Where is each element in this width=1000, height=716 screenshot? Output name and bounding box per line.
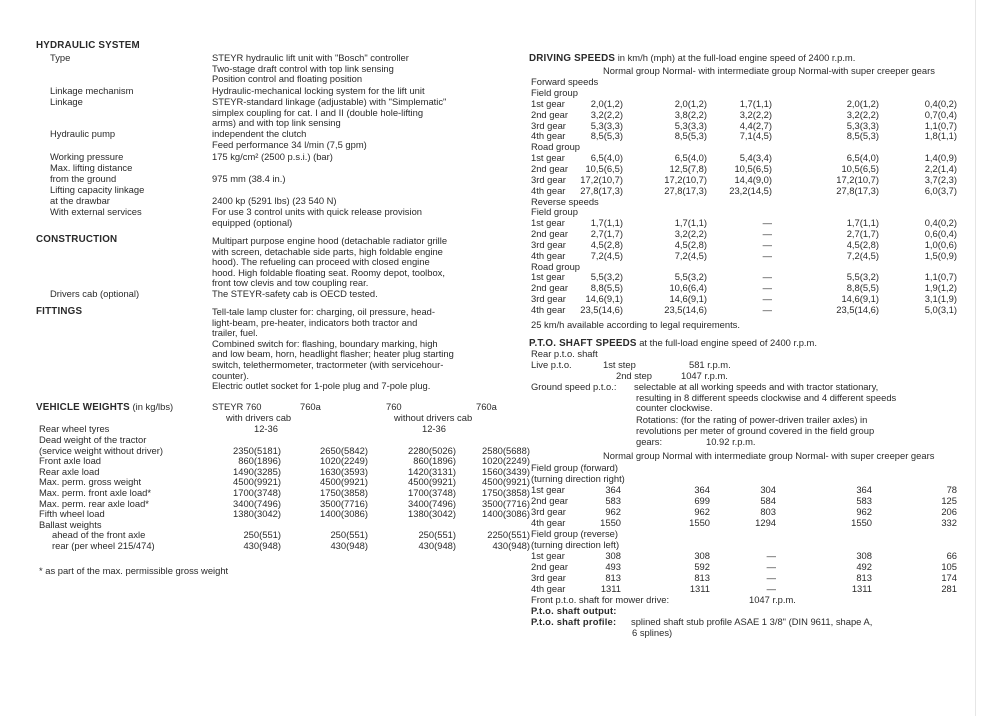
pto-step2: 2nd step bbox=[616, 370, 652, 381]
speed-cell: 6,5(4,0) bbox=[846, 152, 879, 164]
weights-cell: 4500(9921) bbox=[408, 476, 456, 488]
weights-row-label: rear (per wheel 215/474) bbox=[52, 540, 155, 551]
speed-cell: 14,6(9,1) bbox=[669, 293, 707, 305]
pto-cell: 813 bbox=[856, 572, 872, 583]
speed-cell: 1,7(1,1) bbox=[674, 217, 707, 229]
weights-cell: 3500(7716) bbox=[320, 497, 368, 509]
speed-cell: 7,2(4,5) bbox=[846, 249, 879, 261]
gear-label: 4th gear bbox=[531, 249, 566, 261]
capacity-value: 2400 kp (5291 lbs) (23 540 N) bbox=[212, 195, 337, 206]
weights-cell: 2250(551) bbox=[487, 529, 530, 541]
speed-cell: 10,5(6,5) bbox=[841, 162, 879, 174]
type-value: STEYR hydraulic lift unit with "Bosch" controller Two-stage draft control with top link sensing Position control and floating position bbox=[212, 52, 409, 85]
speed-cell: 7,2(4,5) bbox=[674, 249, 707, 261]
speed-cell: — bbox=[762, 271, 772, 283]
pto-group-header: Normal group Normal with intermediate group Normal- with super creeper gears bbox=[603, 450, 935, 461]
speed-cell: — bbox=[762, 249, 772, 261]
speed-cell: 0,7(0,4) bbox=[924, 108, 957, 120]
pto-cell: 813 bbox=[694, 572, 710, 583]
speed-cell: 1,7(1,1) bbox=[739, 97, 772, 109]
weights-cell: 1400(3086) bbox=[320, 508, 368, 520]
speed-cell: 8,5(5,3) bbox=[674, 130, 707, 142]
pto-cell: 308 bbox=[856, 550, 872, 561]
weights-cell: 1630(3593) bbox=[320, 465, 368, 477]
speed-cell: 1,7(1,1) bbox=[846, 217, 879, 229]
speed-cell: 14,6(9,1) bbox=[585, 293, 623, 305]
pto-cell: 174 bbox=[941, 572, 957, 583]
linkage-value: STEYR-standard linkage (adjustable) with "Simplematic" simplex coupling for cat. I and II (double hole-lifting arms) and with top link sensing bbox=[212, 96, 447, 129]
without-cab-label: without drivers cab bbox=[394, 412, 473, 423]
speed-cell: 10,5(6,5) bbox=[585, 162, 623, 174]
weights-cell: 1490(3285) bbox=[233, 465, 281, 477]
live-pto-label: Live p.t.o. bbox=[531, 359, 572, 370]
weights-cell: 1020(2249) bbox=[482, 455, 530, 467]
driving-note: 25 km/h available according to legal requirements. bbox=[531, 319, 740, 330]
speed-cell: — bbox=[762, 238, 772, 250]
speed-cell: 23,5(14,6) bbox=[836, 304, 879, 315]
pto-step1-value: 581 r.p.m. bbox=[689, 359, 731, 370]
field-group-label: Field group bbox=[531, 206, 578, 218]
weights-cell: 1750(3858) bbox=[482, 487, 530, 498]
weights-cell: 250(551) bbox=[330, 529, 368, 541]
weights-cell: 2280(5026) bbox=[408, 444, 456, 456]
cab-value: The STEYR-safety cab is OECD tested. bbox=[212, 288, 378, 299]
pto-cell: 1311 bbox=[600, 583, 621, 594]
speed-cell: — bbox=[762, 293, 772, 305]
speed-cell: 12,5(7,8) bbox=[669, 162, 707, 174]
weights-row-label: Max. perm. rear axle load* bbox=[39, 497, 149, 509]
speed-cell: 14,6(9,1) bbox=[841, 293, 879, 305]
ground-pto-label: Ground speed p.t.o.: bbox=[531, 381, 617, 392]
gear-label: 1st gear bbox=[531, 97, 565, 109]
weights-row-label: Ballast weights bbox=[39, 518, 102, 530]
weights-row-label: ahead of the front axle bbox=[52, 529, 146, 541]
speed-cell: 3,2(2,2) bbox=[674, 228, 707, 240]
pto-cell: — bbox=[766, 561, 776, 572]
weights-cell: 4500(9921) bbox=[233, 476, 281, 488]
speed-cell: 1,7(1,1) bbox=[590, 217, 623, 229]
weights-heading: VEHICLE WEIGHTS (in kg/lbs) bbox=[36, 401, 174, 413]
speed-cell: 4,5(2,8) bbox=[846, 238, 879, 250]
fittings-text: Tell-tale lamp cluster for: charging, oil pressure, head- light-beam, pre-heater, indicators both tractor and trailer, fuel. Combined switch for: flashing, boundary marking, high and low beam, horn, headlight flasher; heater plug starting switch, telethermometer, tractormeter (with servicehour- counter). Electric outlet socket for 1-pole plug and 7-pole plug. bbox=[212, 306, 454, 392]
pto-output-label: P.t.o. shaft output: bbox=[531, 605, 617, 616]
gear-label: 3rd gear bbox=[531, 119, 566, 131]
weights-cell: 1750(3858) bbox=[320, 487, 368, 498]
weights-cell: 4500(9921) bbox=[320, 476, 368, 488]
pto-cell: 584 bbox=[760, 495, 776, 506]
pto-cell: 105 bbox=[941, 561, 957, 572]
gears-value: 10.92 r.p.m. bbox=[706, 436, 756, 447]
speed-cell: 7,2(4,5) bbox=[590, 249, 623, 261]
weights-row-label: Max. perm. front axle load* bbox=[39, 487, 152, 498]
speed-cell: 23,2(14,5) bbox=[729, 184, 772, 196]
pto-cell: — bbox=[766, 572, 776, 583]
speed-cell: 5,5(3,2) bbox=[674, 271, 707, 283]
pto-heading: P.T.O. SHAFT SPEEDS at the full-load engine speed of 2400 r.p.m. bbox=[529, 337, 817, 349]
pressure-value: 175 kg/cm² (2500 p.s.i.) (bar) bbox=[212, 151, 333, 162]
speed-cell: 3,2(2,2) bbox=[739, 108, 772, 120]
speed-cell: 6,0(3,7) bbox=[924, 184, 957, 196]
speed-cell: 8,8(5,5) bbox=[846, 282, 879, 294]
ext-value: For use 3 control units with quick release provision equipped (optional) bbox=[212, 206, 422, 228]
speed-cell: 5,4(3,4) bbox=[739, 152, 772, 164]
forward-speeds-label: Forward speeds bbox=[531, 76, 599, 87]
capacity-label: Lifting capacity linkage at the drawbar bbox=[50, 184, 145, 206]
weights-cell: 250(551) bbox=[243, 529, 281, 541]
rear-pto-label: Rear p.t.o. shaft bbox=[531, 348, 598, 359]
speed-cell: 0,4(0,2) bbox=[924, 97, 957, 109]
tyre-size-b: 12-36 bbox=[422, 423, 446, 434]
speed-cell: 5,3(3,3) bbox=[846, 119, 879, 131]
speed-cell: — bbox=[762, 217, 772, 229]
speed-cell: 1,5(0,9) bbox=[924, 249, 957, 261]
weights-row-label: Fifth wheel load bbox=[39, 508, 105, 520]
reverse-speeds-label: Reverse speeds bbox=[531, 195, 599, 207]
weights-cell: 3400(7496) bbox=[408, 497, 456, 509]
speed-cell: — bbox=[762, 304, 772, 315]
pto-reverse-direction: (turning direction left) bbox=[531, 539, 620, 550]
speed-cell: 2,0(1,2) bbox=[590, 97, 623, 109]
pto-reverse-label: Field group (reverse) bbox=[531, 528, 619, 539]
linkage-label: Linkage bbox=[50, 96, 83, 107]
pto-cell: 592 bbox=[694, 561, 710, 572]
speed-cell: 23,5(14,6) bbox=[664, 304, 707, 315]
pto-cell: 1311 bbox=[851, 583, 872, 594]
gear-label: 4th gear bbox=[531, 304, 566, 315]
gear-label: 2nd gear bbox=[531, 282, 569, 294]
speed-cell: 27,8(17,3) bbox=[580, 184, 623, 196]
pto-cell: 493 bbox=[605, 561, 621, 572]
gear-label: 4th gear bbox=[531, 517, 566, 528]
weights-cell: 430(948) bbox=[330, 540, 368, 551]
pto-cell: 304 bbox=[760, 484, 776, 495]
speed-cell: 27,8(17,3) bbox=[836, 184, 879, 196]
speed-cell: 5,3(3,3) bbox=[590, 119, 623, 131]
type-label: Type bbox=[50, 52, 71, 63]
weights-cell: 1380(3042) bbox=[233, 508, 281, 520]
gear-label: 2nd gear bbox=[531, 162, 569, 174]
speed-cell: 17,2(10,7) bbox=[580, 173, 623, 185]
gear-label: 1st gear bbox=[531, 152, 565, 164]
speed-cell: 4,5(2,8) bbox=[590, 238, 623, 250]
speed-cell: 14,4(9,0) bbox=[734, 173, 772, 185]
speed-cell: 3,2(2,2) bbox=[590, 108, 623, 120]
linkage-mech-label: Linkage mechanism bbox=[50, 85, 134, 96]
pressure-label: Working pressure bbox=[50, 151, 124, 162]
pto-cell: 699 bbox=[694, 495, 710, 506]
gear-label: 1st gear bbox=[531, 217, 565, 229]
weights-row-label: Max. perm. gross weight bbox=[39, 476, 142, 488]
speed-cell: 4,4(2,7) bbox=[739, 119, 772, 131]
hydraulic-heading: HYDRAULIC SYSTEM bbox=[36, 40, 140, 51]
weights-cell: 1380(3042) bbox=[408, 508, 456, 520]
pto-cell: 66 bbox=[946, 550, 957, 561]
driving-group-header: Normal group Normal- with intermediate group Normal-with super creeper gears bbox=[603, 65, 935, 76]
pto-cell: 308 bbox=[694, 550, 710, 561]
pto-cell: 1294 bbox=[755, 517, 776, 528]
ground-pto-text: selectable at all working speeds and with tractor stationary, resulting in 8 different speeds clockwise and 4 different speeds counter clockwise. bbox=[634, 381, 897, 414]
gear-label: 1st gear bbox=[531, 271, 565, 283]
weights-cell: 430(948) bbox=[418, 540, 456, 551]
gear-label: 3rd gear bbox=[531, 572, 566, 583]
weights-row-label: Dead weight of the tractor bbox=[39, 434, 147, 445]
weights-cell: 4500(9921) bbox=[482, 476, 530, 488]
rotations-text: Rotations: (for the rating of power-driven trailer axles) in revolutions per meter of ground covered in the field group bbox=[636, 414, 875, 436]
speed-cell: 5,5(3,2) bbox=[846, 271, 879, 283]
front-pto-label: Front p.t.o. shaft for mower drive: bbox=[531, 594, 670, 605]
pto-step1: 1st step bbox=[603, 359, 636, 370]
weights-footnote: * as part of the max. permissible gross weight bbox=[39, 565, 229, 576]
weights-cell: 2580(5688) bbox=[482, 444, 530, 456]
pto-cell: — bbox=[766, 583, 776, 594]
pto-cell: 1550 bbox=[851, 517, 872, 528]
speed-cell: 17,2(10,7) bbox=[836, 173, 879, 185]
speed-cell: 3,1(1,9) bbox=[924, 293, 957, 305]
col-760: 760 bbox=[386, 401, 402, 412]
weights-cell: 250(551) bbox=[418, 529, 456, 541]
weights-cell: 1420(3131) bbox=[408, 465, 456, 477]
speed-cell: 0,6(0,4) bbox=[924, 228, 957, 240]
pto-cell: 583 bbox=[605, 495, 621, 506]
pto-cell: 364 bbox=[694, 484, 710, 495]
weights-cell: 1700(3748) bbox=[233, 487, 281, 498]
pump-label: Hydraulic pump bbox=[50, 128, 116, 139]
gear-label: 1st gear bbox=[531, 484, 565, 495]
front-pto-value: 1047 r.p.m. bbox=[749, 594, 796, 605]
weights-cell: 2350(5181) bbox=[233, 444, 281, 456]
pto-cell: 206 bbox=[941, 506, 957, 517]
weights-cell: 1560(3439) bbox=[482, 465, 530, 477]
pto-cell: 583 bbox=[856, 495, 872, 506]
speed-cell: 2,0(1,2) bbox=[674, 97, 707, 109]
weights-row-label: (service weight without driver) bbox=[39, 444, 163, 456]
gear-label: 2nd gear bbox=[531, 495, 569, 506]
weights-cell: 860(1896) bbox=[238, 455, 281, 467]
pto-cell: — bbox=[766, 550, 776, 561]
lift-label: Max. lifting distance from the ground bbox=[50, 162, 133, 184]
pto-profile-text: splined shaft stub profile ASAE 1 3/8" (DIN 9611, shape A, 6 splines) bbox=[631, 616, 873, 638]
speed-cell: 4,5(2,8) bbox=[674, 238, 707, 250]
speed-cell: 3,8(2,2) bbox=[674, 108, 707, 120]
pto-profile-label: P.t.o. shaft profile: bbox=[531, 616, 617, 627]
col-760a: 760a bbox=[300, 401, 321, 412]
speed-cell: 1,8(1,1) bbox=[924, 130, 957, 142]
speed-cell: 2,2(1,4) bbox=[924, 162, 957, 174]
pto-step2-value: 1047 r.p.m. bbox=[681, 370, 728, 381]
speed-cell: 10,6(6,4) bbox=[669, 282, 707, 294]
weights-cell: 1020(2249) bbox=[320, 455, 368, 467]
rear-tyres-label: Rear wheel tyres bbox=[39, 423, 110, 434]
weights-cell: 1400(3086) bbox=[482, 508, 530, 520]
speed-cell: 2,0(1,2) bbox=[846, 97, 879, 109]
ext-label: With external services bbox=[50, 206, 142, 217]
weights-cell: 430(948) bbox=[492, 540, 530, 551]
speed-cell: 8,8(5,5) bbox=[590, 282, 623, 294]
speed-cell: — bbox=[762, 282, 772, 294]
speed-cell: 5,0(3,1) bbox=[924, 304, 957, 315]
speed-cell: 8,5(5,3) bbox=[590, 130, 623, 142]
pto-cell: 1550 bbox=[689, 517, 710, 528]
cab-label: Drivers cab (optional) bbox=[50, 288, 140, 299]
with-cab-label: with drivers cab bbox=[226, 412, 292, 423]
speed-cell: 1,1(0,7) bbox=[924, 271, 957, 283]
speed-cell: 5,3(3,3) bbox=[674, 119, 707, 131]
road-group-label: Road group bbox=[531, 260, 580, 272]
speed-cell: 17,2(10,7) bbox=[664, 173, 707, 185]
gear-label: 2nd gear bbox=[531, 561, 569, 572]
lift-value: 975 mm (38.4 in.) bbox=[212, 173, 286, 184]
gear-label: 4th gear bbox=[531, 130, 566, 142]
pto-cell: 281 bbox=[941, 583, 957, 594]
gears-label: gears: bbox=[636, 436, 663, 447]
weights-cell: 2650(5842) bbox=[320, 444, 368, 456]
gear-label: 3rd gear bbox=[531, 238, 566, 250]
speed-cell: 0,4(0,2) bbox=[924, 217, 957, 229]
speed-cell: 8,5(5,3) bbox=[846, 130, 879, 142]
speed-cell: 3,2(2,2) bbox=[846, 108, 879, 120]
weights-cell: 860(1896) bbox=[413, 455, 456, 467]
col-760a-2: 760a bbox=[476, 401, 497, 412]
pto-cell: 332 bbox=[941, 517, 957, 528]
speed-cell: 6,5(4,0) bbox=[674, 152, 707, 164]
speed-cell: 5,5(3,2) bbox=[590, 271, 623, 283]
pto-forward-direction: (turning direction right) bbox=[531, 473, 625, 484]
weights-cell: 430(948) bbox=[243, 540, 281, 551]
speed-cell: 6,5(4,0) bbox=[590, 152, 623, 164]
speed-cell: — bbox=[762, 228, 772, 240]
speed-cell: 1,9(1,2) bbox=[924, 282, 957, 294]
pto-cell: 308 bbox=[605, 550, 621, 561]
gear-label: 3rd gear bbox=[531, 173, 566, 185]
pto-cell: 125 bbox=[941, 495, 957, 506]
gear-label: 1st gear bbox=[531, 550, 565, 561]
field-group-label: Field group bbox=[531, 87, 578, 98]
gear-label: 2nd gear bbox=[531, 228, 569, 240]
pto-cell: 364 bbox=[856, 484, 872, 495]
speed-cell: 1,1(0,7) bbox=[924, 119, 957, 131]
construction-text: Multipart purpose engine hood (detachable radiator grille with screen, detachable side parts, high foldable engine hood). The refueling can proceed with closed engine hood. High foldable floating seat. Roomy depot, toolbox, front tow clevis and tow coupling rear. bbox=[212, 235, 448, 289]
weights-row-label: Rear axle load bbox=[39, 465, 100, 477]
gear-label: 2nd gear bbox=[531, 108, 569, 120]
pto-cell: 962 bbox=[856, 506, 872, 517]
pto-forward-label: Field group (forward) bbox=[531, 462, 619, 473]
weights-cell: 1700(3748) bbox=[408, 487, 456, 498]
gear-label: 3rd gear bbox=[531, 293, 566, 305]
pto-cell: 803 bbox=[760, 506, 776, 517]
road-group-label: Road group bbox=[531, 141, 580, 153]
pto-cell: 492 bbox=[856, 561, 872, 572]
speed-cell: 1,0(0,6) bbox=[924, 238, 957, 250]
speed-cell: 1,4(0,9) bbox=[924, 152, 957, 164]
tyre-size-a: 12-36 bbox=[254, 423, 278, 434]
gear-label: 4th gear bbox=[531, 583, 566, 594]
weights-cell: 3500(7716) bbox=[482, 497, 530, 509]
driving-heading: DRIVING SPEEDS in km/h (mph) at the full-load engine speed of 2400 r.p.m. bbox=[529, 52, 856, 64]
right-column bbox=[520, 0, 1000, 716]
pto-cell: 962 bbox=[694, 506, 710, 517]
speed-cell: 23,5(14,6) bbox=[580, 304, 623, 315]
pto-cell: 962 bbox=[605, 506, 621, 517]
speed-cell: 7,1(4,5) bbox=[739, 130, 772, 142]
construction-heading: CONSTRUCTION bbox=[36, 234, 118, 245]
pto-cell: 1550 bbox=[600, 517, 621, 528]
pto-cell: 364 bbox=[605, 484, 621, 495]
speed-cell: 2,7(1,7) bbox=[590, 228, 623, 240]
speed-cell: 10,5(6,5) bbox=[734, 162, 772, 174]
pto-cell: 78 bbox=[946, 484, 957, 495]
speed-cell: 27,8(17,3) bbox=[664, 184, 707, 196]
gear-label: 3rd gear bbox=[531, 506, 566, 517]
pump-value: independent the clutch Feed performance 34 l/min (7,5 gpm) bbox=[212, 128, 367, 150]
col-steyr760: STEYR 760 bbox=[212, 401, 262, 412]
linkage-mech-value: Hydraulic-mechanical locking system for the lift unit bbox=[212, 85, 425, 96]
weights-cell: 3400(7496) bbox=[233, 497, 281, 509]
pto-cell: 1311 bbox=[689, 583, 710, 594]
weights-row-label: Front axle load bbox=[39, 455, 102, 467]
speed-cell: 3,7(2,3) bbox=[924, 173, 957, 185]
fittings-heading: FITTINGS bbox=[36, 306, 83, 317]
pto-cell: 813 bbox=[605, 572, 621, 583]
speed-cell: 2,7(1,7) bbox=[846, 228, 879, 240]
gear-label: 4th gear bbox=[531, 184, 566, 196]
